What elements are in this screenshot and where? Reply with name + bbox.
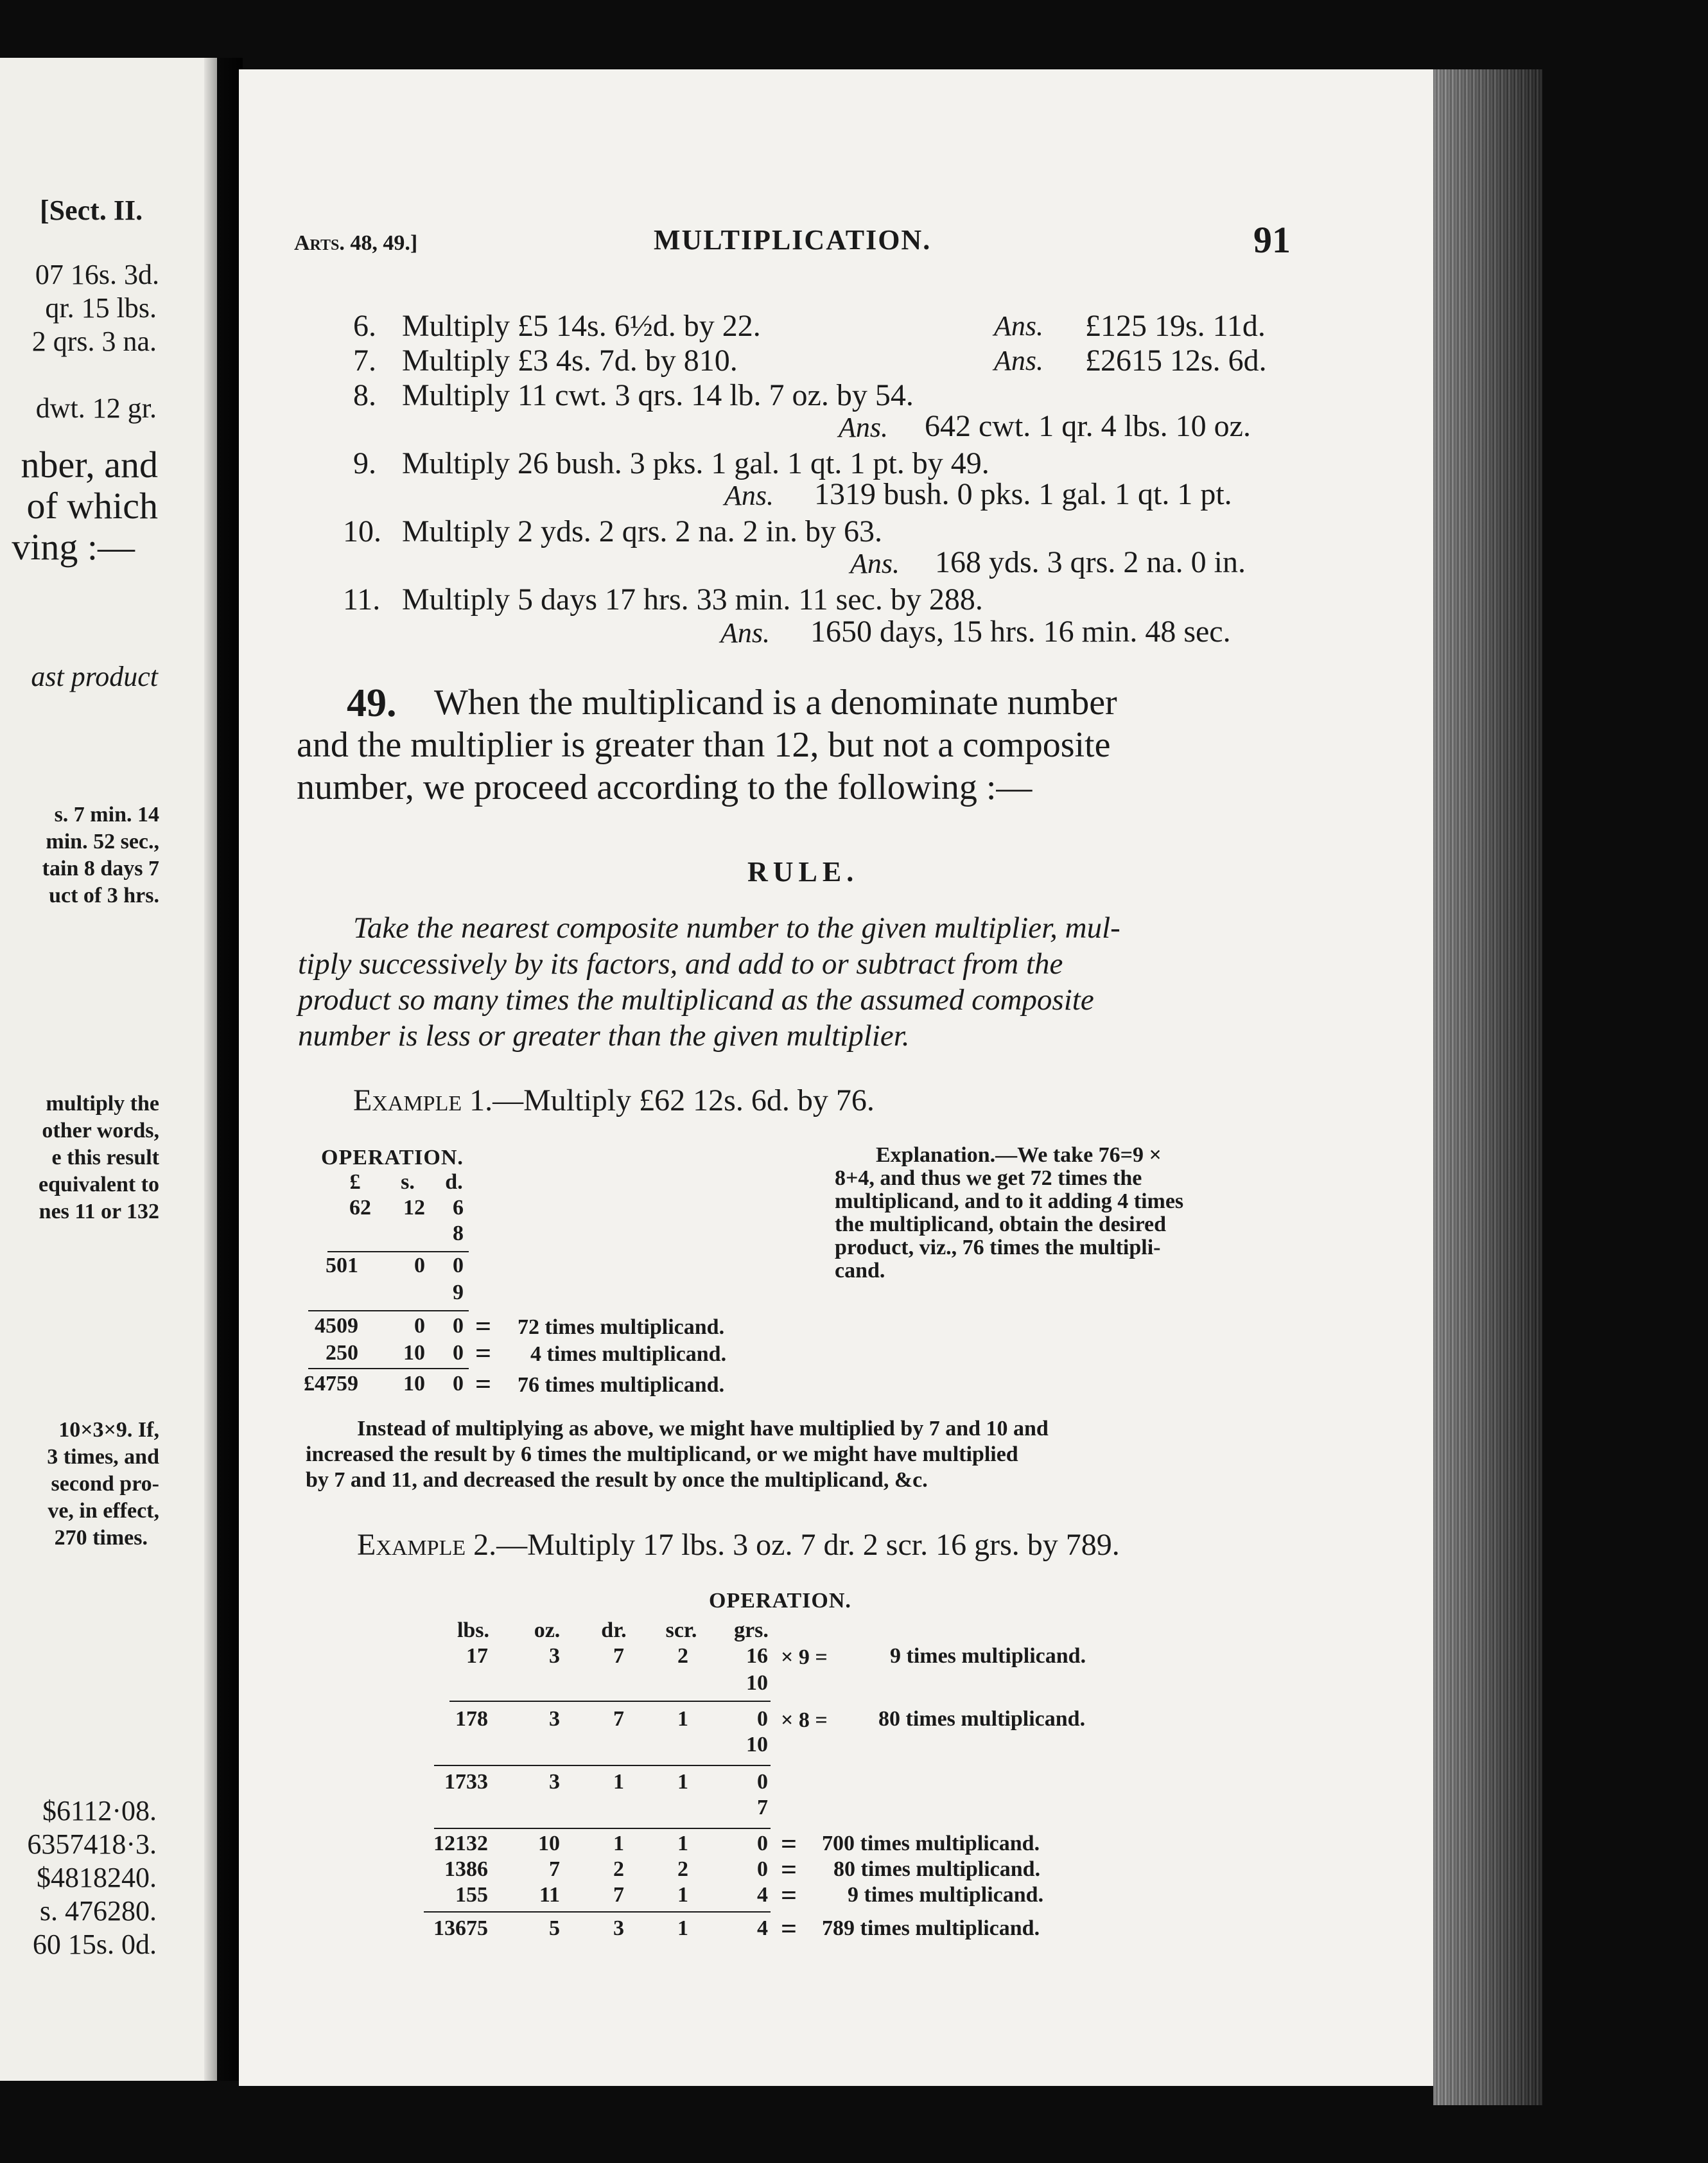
cell: 7 xyxy=(613,1707,624,1731)
cell: 178 xyxy=(455,1707,488,1731)
exercise-text: Multiply 5 days 17 hrs. 33 min. 11 sec. by 288. xyxy=(402,582,983,617)
exercise-text: Multiply 26 bush. 3 pks. 1 gal. 1 qt. 1 pt. by 49. xyxy=(402,446,989,480)
explanation-line: 8+4, and thus we get 72 times the xyxy=(835,1166,1142,1190)
left-line: 6357418·3. xyxy=(27,1828,157,1860)
cell: 2 xyxy=(613,1857,624,1881)
book-gutter-shadow xyxy=(204,58,243,2081)
cell: 1 xyxy=(677,1707,688,1731)
cell: 2 xyxy=(677,1644,688,1668)
cell: 12 xyxy=(403,1196,425,1220)
cell: 6 xyxy=(453,1196,464,1220)
left-line: 2 qrs. 3 na. xyxy=(31,326,157,357)
cell: 0 xyxy=(757,1857,768,1881)
cell: 0 xyxy=(757,1770,768,1794)
cell: 10 xyxy=(746,1733,768,1756)
example-1-title xyxy=(353,1083,875,1118)
cell: 10 xyxy=(403,1341,425,1365)
note-line: increased the result by 6 times the multiplicand, or we might have multiplied xyxy=(306,1442,1018,1466)
article-text: When the multiplicand is a denominate number xyxy=(434,683,1117,722)
rule-heading: RULE. xyxy=(747,856,859,888)
answer-value: 1319 bush. 0 pks. 1 gal. 1 qt. 1 pt. xyxy=(814,477,1232,511)
equals-sign: = xyxy=(475,1369,492,1400)
row-note: 4 times multiplicand. xyxy=(530,1342,727,1366)
exercise-number: 8. xyxy=(353,378,376,412)
equals-sign: = xyxy=(475,1338,492,1369)
exercise-text: Multiply 11 cwt. 3 qrs. 14 lb. 7 oz. by 54. xyxy=(402,378,914,412)
example-label: Example xyxy=(353,1083,462,1117)
left-line: 3 times, and xyxy=(47,1445,159,1469)
left-line: other words, xyxy=(42,1119,159,1143)
cell: 0 xyxy=(453,1254,464,1277)
cell: 7 xyxy=(549,1857,560,1881)
col-header: scr. xyxy=(665,1618,697,1642)
explanation-line: product, viz., 76 times the multipli- xyxy=(835,1236,1161,1259)
cell: 0 xyxy=(414,1314,425,1338)
cell: 4509 xyxy=(315,1314,358,1338)
rule-text: Take the nearest composite number to the given multiplier, mul- xyxy=(353,911,1120,945)
left-line: ast product xyxy=(31,661,158,692)
sum-rule xyxy=(308,1310,469,1311)
col-header: grs. xyxy=(734,1618,769,1642)
exercise-number: 9. xyxy=(353,446,376,480)
cell: 17 xyxy=(466,1644,488,1668)
cell: 1 xyxy=(613,1770,624,1794)
answer-value: £125 19s. 11d. xyxy=(1085,309,1266,343)
row-note: 80 times multiplicand. xyxy=(833,1857,1041,1881)
left-line: qr. 15 lbs. xyxy=(45,292,157,324)
operator: × 9 = xyxy=(781,1645,828,1669)
cell: 10 xyxy=(746,1671,768,1695)
equals-sign: = xyxy=(781,1854,797,1886)
answer-value: 642 cwt. 1 qr. 4 lbs. 10 oz. xyxy=(925,409,1251,443)
left-line: of which xyxy=(26,485,158,527)
left-line: e this result xyxy=(51,1146,159,1169)
cell: 5 xyxy=(549,1916,560,1940)
left-line: uct of 3 hrs. xyxy=(49,884,159,907)
cell: 155 xyxy=(455,1883,488,1907)
col-header: s. xyxy=(401,1170,415,1194)
exercise-number: 6. xyxy=(353,309,376,343)
sum-rule xyxy=(449,1701,771,1702)
left-line: ving :— xyxy=(12,526,135,568)
explanation-line: the multiplicand, obtain the desired xyxy=(835,1213,1167,1236)
left-line: nber, and xyxy=(21,444,158,486)
sum-rule xyxy=(434,1828,771,1829)
cell: 62 xyxy=(349,1196,371,1220)
rule-text: tiply successively by its factors, and add to or subtract from the xyxy=(298,947,1063,981)
operation-label: OPERATION. xyxy=(321,1146,464,1169)
cell: 8 xyxy=(453,1222,464,1245)
answer-label: Ans. xyxy=(724,480,774,511)
sum-rule xyxy=(308,1368,469,1369)
answer-label: Ans. xyxy=(839,412,888,443)
cell: 250 xyxy=(326,1341,358,1365)
cell: 4 xyxy=(757,1883,768,1907)
running-header-articles: Arts. 48, 49.] xyxy=(294,231,418,255)
article-text: number, we proceed according to the following :— xyxy=(297,767,1033,807)
left-line: dwt. 12 gr. xyxy=(35,392,157,424)
left-line: $4818240. xyxy=(37,1862,157,1893)
row-note: 72 times multiplicand. xyxy=(518,1315,725,1339)
cell: 1733 xyxy=(444,1770,488,1794)
cell: 0 xyxy=(453,1372,464,1396)
left-line: min. 52 sec., xyxy=(46,830,159,854)
explanation-line: Explanation.—We take 76=9 × xyxy=(876,1143,1162,1167)
cell: 0 xyxy=(414,1254,425,1277)
cell: 501 xyxy=(326,1254,358,1277)
left-line: $6112·08. xyxy=(42,1795,157,1826)
answer-label: Ans. xyxy=(994,310,1043,342)
cell: 1386 xyxy=(444,1857,488,1881)
left-line: 60 15s. 0d. xyxy=(32,1929,157,1960)
cell: 11 xyxy=(539,1883,560,1907)
row-note: 76 times multiplicand. xyxy=(518,1373,725,1397)
cell: 12132 xyxy=(433,1832,488,1855)
cell: 0 xyxy=(453,1341,464,1365)
answer-label: Ans. xyxy=(994,345,1043,376)
cell: 2 xyxy=(677,1857,688,1881)
example-2-title xyxy=(357,1527,1120,1563)
cell: 3 xyxy=(549,1707,560,1731)
sum-rule xyxy=(434,1765,771,1766)
left-line: s. 7 min. 14 xyxy=(54,803,159,827)
col-header: lbs. xyxy=(457,1618,490,1642)
book-page-edges xyxy=(1433,69,1542,2105)
running-header-title: MULTIPLICATION. xyxy=(654,224,932,256)
exercise-number: 10. xyxy=(343,514,381,548)
left-line: 10×3×9. If, xyxy=(58,1418,159,1442)
exercise-number: 7. xyxy=(353,344,376,378)
left-line: s. 476280. xyxy=(39,1895,157,1927)
cell: 10 xyxy=(403,1372,425,1396)
equals-sign: = xyxy=(475,1311,492,1342)
cell: £4759 xyxy=(304,1372,358,1396)
row-note: 700 times multiplicand. xyxy=(822,1832,1040,1855)
cell: 7 xyxy=(613,1644,624,1668)
article-number: 49. xyxy=(347,681,397,725)
cell: 13675 xyxy=(433,1916,488,1940)
left-page xyxy=(0,58,217,2081)
cell: 4 xyxy=(757,1916,768,1940)
left-line: ve, in effect, xyxy=(48,1499,159,1523)
cell: 1 xyxy=(677,1832,688,1855)
cell: 1 xyxy=(677,1883,688,1907)
row-note: 789 times multiplicand. xyxy=(822,1916,1040,1940)
left-line: 07 16s. 3d. xyxy=(35,259,159,290)
cell: 0 xyxy=(757,1832,768,1855)
article-text: and the multiplier is greater than 12, but not a composite xyxy=(297,725,1111,765)
answer-label: Ans. xyxy=(720,617,770,649)
sum-rule xyxy=(424,1911,771,1913)
cell: 7 xyxy=(757,1796,768,1819)
operator: × 8 = xyxy=(781,1708,828,1732)
example-text: 1.—Multiply £62 12s. 6d. by 76. xyxy=(469,1083,875,1117)
cell: 10 xyxy=(538,1832,560,1855)
left-line: 270 times. xyxy=(54,1526,148,1550)
rule-text: product so many times the multiplicand as the assumed composite xyxy=(298,983,1094,1017)
exercise-text: Multiply £3 4s. 7d. by 810. xyxy=(402,344,738,378)
row-note: 9 times multiplicand. xyxy=(890,1644,1086,1668)
note-line: by 7 and 11, and decreased the result by once the multiplicand, &c. xyxy=(306,1468,928,1492)
row-note: 9 times multiplicand. xyxy=(848,1883,1044,1907)
left-line: tain 8 days 7 xyxy=(42,857,159,880)
cell: 16 xyxy=(746,1644,768,1668)
answer-value: 168 yds. 3 qrs. 2 na. 0 in. xyxy=(935,545,1246,579)
equals-sign: = xyxy=(781,1913,797,1945)
cell: 1 xyxy=(613,1832,624,1855)
equals-sign: = xyxy=(781,1828,797,1860)
equals-sign: = xyxy=(781,1880,797,1911)
example-label: Example xyxy=(357,1528,466,1562)
example-text: 2.—Multiply 17 lbs. 3 oz. 7 dr. 2 scr. 16 grs. by 789. xyxy=(473,1528,1120,1562)
row-note: 80 times multiplicand. xyxy=(878,1707,1086,1731)
answer-label: Ans. xyxy=(850,548,900,579)
answer-value: £2615 12s. 6d. xyxy=(1085,344,1267,378)
rule-text: number is less or greater than the given multiplier. xyxy=(298,1019,910,1053)
answer-value: 1650 days, 15 hrs. 16 min. 48 sec. xyxy=(810,615,1231,649)
col-header: oz. xyxy=(534,1618,561,1642)
cell: 0 xyxy=(453,1314,464,1338)
sum-rule xyxy=(327,1251,469,1252)
cell: 3 xyxy=(549,1644,560,1668)
cell: 1 xyxy=(677,1916,688,1940)
exercise-number: 11. xyxy=(343,582,381,617)
col-header: d. xyxy=(445,1170,463,1194)
left-line: second pro- xyxy=(51,1472,159,1496)
note-line: Instead of multiplying as above, we might have multiplied by 7 and 10 and xyxy=(357,1417,1049,1441)
cell: 7 xyxy=(613,1883,624,1907)
left-line: multiply the xyxy=(46,1092,159,1116)
cell: 0 xyxy=(757,1707,768,1731)
col-header: £ xyxy=(349,1170,361,1194)
cell: 3 xyxy=(613,1916,624,1940)
page-number: 91 xyxy=(1253,219,1291,261)
cell: 1 xyxy=(677,1770,688,1794)
cell: 3 xyxy=(549,1770,560,1794)
exercise-text: Multiply 2 yds. 2 qrs. 2 na. 2 in. by 63. xyxy=(402,514,883,548)
col-header: dr. xyxy=(601,1618,627,1642)
left-page-header: [Sect. II. xyxy=(40,195,143,226)
operation-label: OPERATION. xyxy=(709,1589,851,1613)
exercise-text: Multiply £5 14s. 6½d. by 22. xyxy=(402,309,761,343)
left-line: nes 11 or 132 xyxy=(39,1200,159,1223)
explanation-line: multiplicand, and to it adding 4 times xyxy=(835,1189,1184,1213)
left-line: equivalent to xyxy=(39,1173,159,1196)
explanation-line: cand. xyxy=(835,1259,885,1283)
cell: 9 xyxy=(453,1281,464,1304)
